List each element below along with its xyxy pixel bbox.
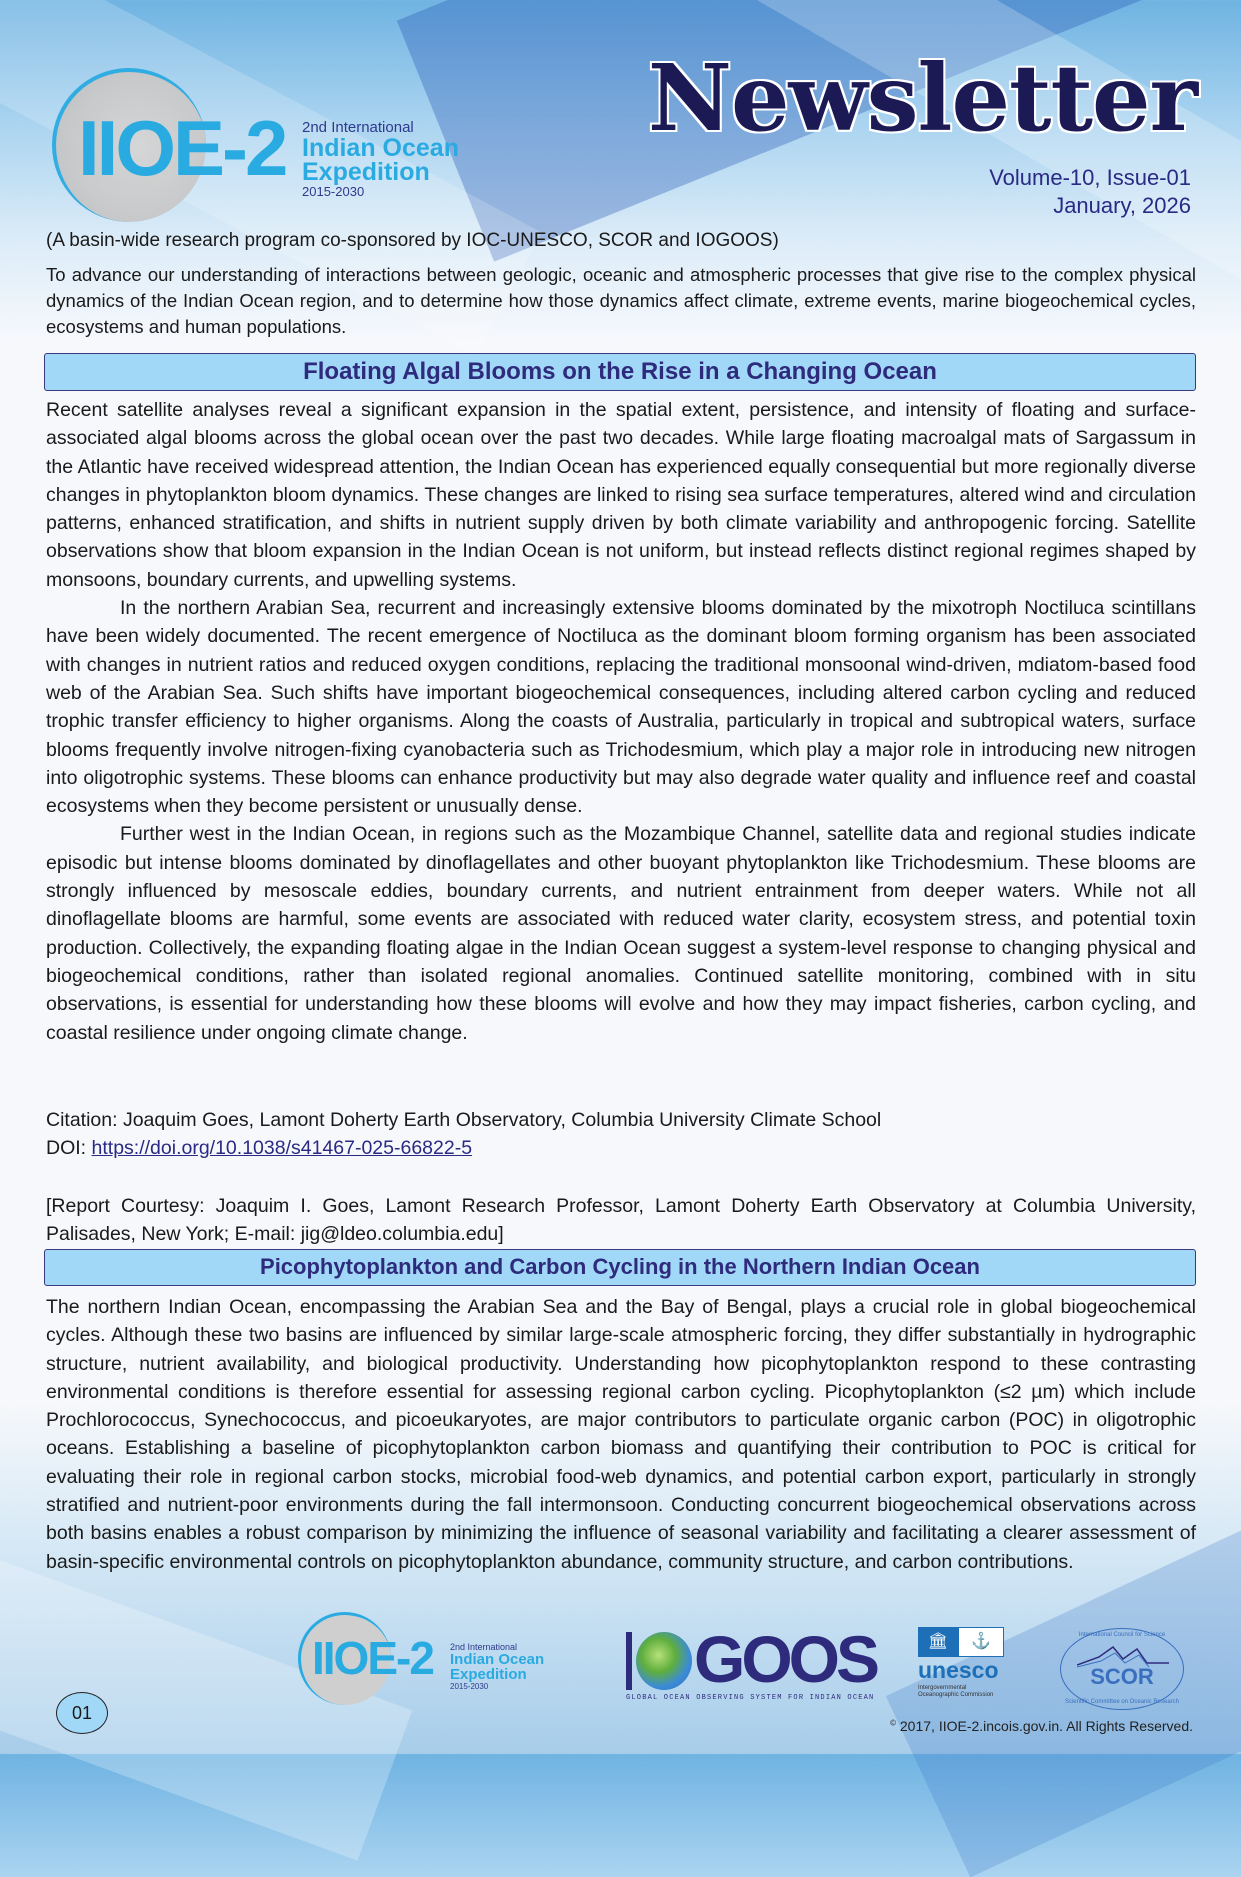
page-number: 01 [56,1692,108,1734]
logo-word: GOOS [694,1622,877,1696]
doi-link[interactable]: https://doi.org/10.1038/s41467-025-66822-5 [91,1137,473,1159]
paragraph: The northern Indian Ocean, encompassing the Arabian Sea and the Bay of Bengal, plays a crucial role in global biogeochemical cycles. Although these two basins are influenced by similar large-scale atmospheric forcing, they differ substantially in hydrographic structure, nutrient availability, and biological productivity. Understanding how picophytoplankton respond to these contrasting environmental conditions is therefore essential for assessing regional carbon cycling. Picophytoplankton (≤2 µm) which include Prochlorococcus, Synechococcus, and picoeukaryotes, are major contributors to particulate organic carbon (POC) in oligotrophic oceans. Establishing a baseline of picophytoplankton carbon biomass and quantifying their contribution to POC is critical for evaluating their role in regional carbon stocks, microbial food-web dynamics, and potential carbon export, particularly in strongly stratified and nutrient-poor environments during the fall intermonsoon. Conducting concurrent biogeochemical observations across both basins enables a robust comparison by minimizing the influence of seasonal variability and facilitating a clearer assessment of basin-specific environmental controls on picophytoplankton abundance, community structure, and carbon contributions. [46,1296,1196,1573]
citation: Citation: Joaquim Goes, Lamont Doherty Earth Observatory, Columbia University Climate School [46,1109,882,1131]
newsletter-title: Newsletter [647,44,1197,152]
copyright: © 2017, IIOE-2.incois.gov.in. All Rights Reserved. [890,1718,1193,1734]
scor-logo [1060,1628,1184,1710]
volume-issue: Volume-10, Issue-01 [989,165,1191,190]
article-2-body [46,1293,1196,1576]
report-courtesy: [Report Courtesy: Joaquim I. Goes, Lamont Research Professor, Lamont Doherty Earth Observatory at Columbia University, Palisades, New York; E-mail: jig@ldeo.columbia.edu] [46,1195,1196,1245]
issue-date: January, 2026 [1053,193,1191,218]
ioc-emblem-icon: ⚓ [958,1627,1004,1657]
logo-word: SCOR [1090,1664,1154,1689]
logo-mark: IIOE-2 [312,1632,433,1684]
iioe2-logo [40,60,510,210]
iogoos-logo [626,1622,877,1704]
logo-arc-text: Scientific Committee on Oceanic Research [1064,1699,1180,1705]
mission-statement: To advance our understanding of interactions between geologic, oceanic and atmospheric processes that give rise to the complex physical dynamics of the Indian Ocean region, and to determine how those dynamics affect climate, extreme events, marine biogeochemical cycles, ecosystems and human populations. [46,264,1196,337]
article-2-heading: Picophytoplankton and Carbon Cycling in the Northern Indian Ocean [44,1249,1196,1286]
logo-subtitle: GLOBAL OCEAN OBSERVING SYSTEM FOR INDIAN OCEAN [626,1694,875,1702]
citation-block [46,1106,881,1162]
issue-info [989,164,1191,220]
logo-text: 2nd International Indian Ocean Expedition 2015-2030 [450,1642,545,1691]
logo-arc-text: International Council for Science [1078,1632,1166,1638]
paragraph: In the northern Arabian Sea, recurrent and increasingly extensive blooms dominated by the mixotroph Noctiluca scintillans have been widely documented. The recent emergence of Noctiluca as the dominant bloom forming organism has been associated with changes in nutrient ratios and reduced oxygen conditions, replacing the traditional monsoonal wind-driven, mdiatom-based food web of the Arabian Sea. Such shifts have important biogeochemical consequences, including altered carbon cycling and reduced trophic transfer efficiency to higher organisms. Along the coasts of Australia, particularly in tropical and subtropical waters, surface blooms frequently involve nitrogen-fixing cyanobacteria such as Trichodesmium, which play a major role in introducing new nitrogen into oligotrophic systems. These blooms can enhance productivity but may also degrade water quality and influence reef and coastal ecosystems when they become persistent or unusually dense. [46,597,1196,818]
logo-word: unesco [918,1657,999,1683]
logo-mark: IIOE-2 [78,104,286,192]
paragraph: Recent satellite analyses reveal a significant expansion in the spatial extent, persistence, and intensity of floating and surface-associated algal blooms across the global ocean over the past two decades. While large floating macroalgal mats of Sargassum in the Atlantic have received widespread attention, the Indian Ocean has experienced equally consequential but more regionally diverse changes in phytoplankton bloom dynamics. These changes are linked to rising sea surface temperatures, altered wind and circulation patterns, enhanced stratification, and shifts in nutrient supply driven by both climate variability and anthropogenic forcing. Satellite observations show that bloom expansion in the Indian Ocean is not uniform, but instead reflects distinct regional regimes shaped by monsoons, boundary currents, and upwelling systems. [46,399,1196,591]
temple-icon: 🏛 [918,1627,958,1657]
doi-label: DOI: [46,1137,92,1159]
logo-text: 2nd International Indian Ocean Expedition 2015-2030 [302,119,459,199]
article-1-body [46,396,1196,1047]
iioe2-footer-logo [298,1612,578,1712]
earth-icon [636,1632,692,1690]
doi-line [46,1134,881,1162]
sponsorship-line: (A basin-wide research program co-sponsored by IOC-UNESCO, SCOR and IOGOOS) [46,230,779,251]
unesco-ioc-logo [918,1627,1008,1713]
article-1-heading: Floating Algal Blooms on the Rise in a Changing Ocean [44,353,1196,391]
paragraph: Further west in the Indian Ocean, in regions such as the Mozambique Channel, satellite data and regional studies indicate episodic but intense blooms dominated by dinoflagellates and other buoyant phytoplankton like Trichodesmium. These blooms are strongly influenced by mesoscale eddies, boundary currents, and nutrient entrainment from deeper waters. While not all dinoflagellate blooms are harmful, some events are associated with reduced water clarity, ecosystem stress, and potential toxin production. Collectively, the expanding floating algae in the Indian Ocean suggest a system-level response to changing physical and biogeochemical conditions, rather than isolated regional anomalies. Continued satellite monitoring, combined with in situ observations, is essential for understanding how these blooms will evolve and how they may impact fisheries, carbon cycling, and coastal resilience under ongoing climate change. [46,823,1196,1044]
logo-bar [626,1632,632,1690]
logo-subtitle: Intergovernmental Oceanographic Commission [918,1685,994,1698]
